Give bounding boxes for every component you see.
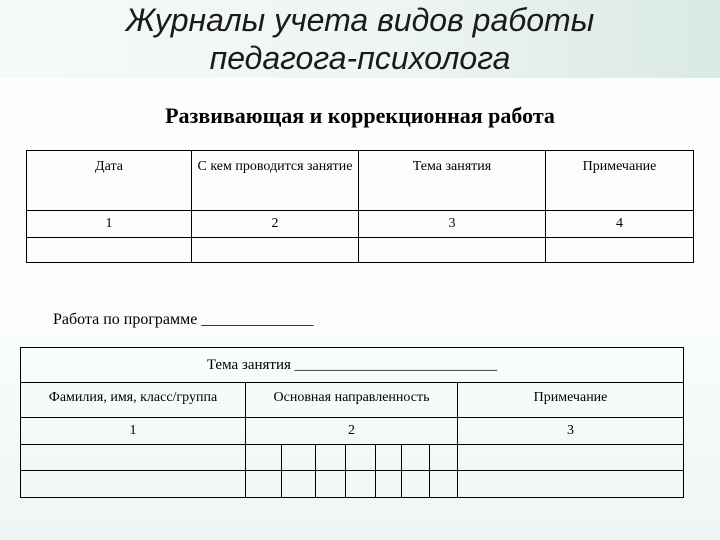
column-header-date: Дата (27, 151, 192, 211)
column-header-name: Фамилия, имя, класс/группа (48, 390, 218, 405)
empty-cell (27, 238, 192, 263)
table-rule (21, 417, 683, 418)
column-number-row (27, 211, 694, 238)
column-number: 4 (546, 211, 694, 238)
section-heading: Развивающая и коррекционная работа (165, 103, 555, 128)
table-header-row (27, 151, 694, 211)
table-rule (21, 382, 683, 383)
column-number: 2 (348, 423, 355, 438)
table-subdivider (345, 444, 346, 497)
table-subdivider (315, 444, 316, 497)
page-title-line-1: Журналы учета видов работы (125, 2, 595, 38)
column-number: 1 (27, 211, 192, 238)
column-number: 1 (129, 423, 137, 438)
column-header-direction: Основная направленность (273, 390, 430, 405)
page-title-line-2: педагога-психолога (209, 40, 511, 76)
column-header-topic: Тема занятия (359, 151, 546, 211)
table-subdivider (401, 444, 402, 497)
table-subdivider (375, 444, 376, 497)
table-rule (21, 470, 683, 471)
table-subdivider (281, 444, 282, 497)
table-rule (21, 444, 683, 445)
column-number: 3 (567, 423, 574, 438)
table-row (27, 238, 694, 263)
column-header-note: Примечание (546, 151, 694, 211)
column-number: 2 (192, 211, 359, 238)
column-header-note: Примечание (533, 390, 608, 405)
topic-label: Тема занятия ___________________________ (206, 357, 498, 373)
program-label: Работа по программе ______________ (53, 311, 314, 328)
empty-cell (192, 238, 359, 263)
empty-cell (546, 238, 694, 263)
program-work-table (20, 347, 684, 498)
empty-cell (359, 238, 546, 263)
correction-work-table (26, 150, 694, 263)
table-subdivider (429, 444, 430, 497)
column-header-participants: С кем проводится занятие (192, 151, 359, 211)
column-number: 3 (359, 211, 546, 238)
